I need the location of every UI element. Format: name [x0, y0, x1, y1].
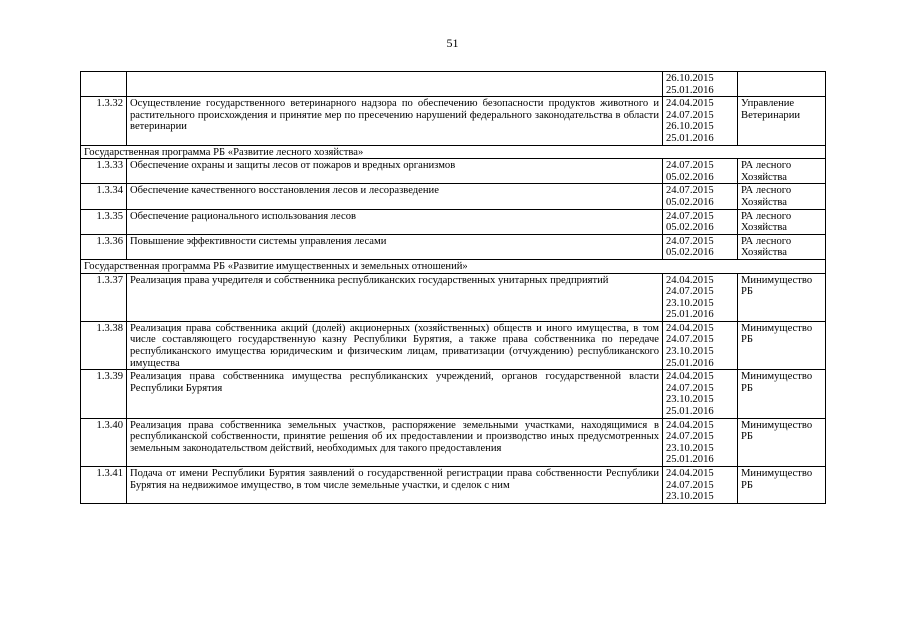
- item-dates: [663, 321, 738, 369]
- date-value: 24.07.2015: [666, 185, 714, 197]
- item-responsible: РА лесного Хозяйства: [738, 209, 826, 234]
- item-responsible: Минимущество РБ: [738, 467, 826, 504]
- item-description: Обеспечение рационального использования лесов: [127, 209, 663, 234]
- date-value: 23.10.2015: [666, 491, 714, 503]
- table-row: [81, 273, 826, 321]
- date-value: 26.10.2015: [666, 73, 714, 84]
- item-dates: [663, 184, 738, 209]
- item-description: Осуществление государственного ветеринарного надзора по обеспечению безопасности продуктов животного и растительного происхождения и принятие мер по пресечению нарушений федерального законодательства в области ветеринарии: [127, 97, 663, 145]
- date-value: 25.01.2016: [666, 406, 714, 418]
- table-row: [81, 234, 826, 259]
- item-dates: [663, 273, 738, 321]
- date-value: 24.07.2015: [666, 286, 714, 298]
- table-row: [81, 209, 826, 234]
- table-row: [81, 72, 826, 97]
- item-dates: [663, 370, 738, 418]
- table-row: [81, 467, 826, 504]
- item-description: [127, 72, 663, 97]
- date-value: 24.07.2015: [666, 382, 714, 394]
- item-number: 1.3.41: [81, 467, 127, 504]
- date-value: 24.07.2015: [666, 109, 714, 121]
- table-row: [81, 370, 826, 418]
- item-dates: [663, 209, 738, 234]
- item-dates: [663, 159, 738, 184]
- date-value: 24.04.2015: [666, 371, 714, 383]
- item-dates: [663, 467, 738, 504]
- date-value: 24.04.2015: [666, 98, 714, 110]
- section-title: Государственная программа РБ «Развитие лесного хозяйства»: [81, 145, 826, 159]
- date-value: 25.01.2016: [666, 84, 714, 96]
- item-description: Повышение эффективности системы управления лесами: [127, 234, 663, 259]
- item-number: 1.3.38: [81, 321, 127, 369]
- date-value: 25.01.2016: [666, 132, 714, 144]
- item-description: Реализация права собственника имущества республиканских учреждений, органов государственной власти Республики Бурятия: [127, 370, 663, 418]
- item-dates: [663, 97, 738, 145]
- date-value: 24.07.2015: [666, 431, 714, 443]
- date-value: 05.02.2016: [666, 171, 714, 183]
- item-dates: [663, 72, 738, 97]
- item-responsible: Минимущество РБ: [738, 418, 826, 466]
- date-value: 24.04.2015: [666, 419, 714, 431]
- date-value: 05.02.2016: [666, 247, 714, 259]
- date-value: 23.10.2015: [666, 297, 714, 309]
- date-value: 05.02.2016: [666, 222, 714, 234]
- date-value: 05.02.2016: [666, 196, 714, 208]
- item-description: Реализация права учредителя и собственника республиканских государственных унитарных предприятий: [127, 273, 663, 321]
- date-value: 23.10.2015: [666, 346, 714, 358]
- date-value: 24.07.2015: [666, 334, 714, 346]
- page-number: 51: [446, 36, 459, 50]
- table-row: [81, 184, 826, 209]
- item-responsible: Минимущество РБ: [738, 321, 826, 369]
- item-dates: [663, 234, 738, 259]
- date-value: 25.01.2016: [666, 357, 714, 369]
- item-description: Реализация права собственника земельных участков, распоряжение земельными участками, находящимися в республиканской собственности, принятие решения об их предоставлении и производство иных предусмотренных земельным законодательством действий, необходимых для такого предоставления: [127, 418, 663, 466]
- item-responsible: РА лесного Хозяйства: [738, 234, 826, 259]
- item-responsible: РА лесного Хозяйства: [738, 184, 826, 209]
- date-value: 24.04.2015: [666, 468, 714, 479]
- date-value: 25.01.2016: [666, 309, 714, 321]
- item-number: 1.3.35: [81, 209, 127, 234]
- date-value: 24.07.2015: [666, 210, 714, 222]
- item-dates: [663, 418, 738, 466]
- item-number: 1.3.33: [81, 159, 127, 184]
- item-description: Реализация права собственника акций (долей) акционерных (хозяйственных) обществ и иного имущества, в том числе составляющего государственную казну Республики Бурятия, а также права собственника по передаче республиканского имущества юридическим и физическим лицам, приватизации (отчуждению) республиканского имущества: [127, 321, 663, 369]
- item-description: Подача от имени Республики Бурятия заявлений о государственной регистрации права собственности Республики Бурятия на недвижимое имущество, в том числе земельные участки, и сделок с ним: [127, 467, 663, 504]
- date-value: 23.10.2015: [666, 442, 714, 454]
- item-description: Обеспечение охраны и защиты лесов от пожаров и вредных организмов: [127, 159, 663, 184]
- date-value: 25.01.2016: [666, 454, 714, 466]
- date-value: 24.07.2015: [666, 160, 714, 172]
- item-responsible: РА лесного Хозяйства: [738, 159, 826, 184]
- item-number: 1.3.39: [81, 370, 127, 418]
- date-value: 24.07.2015: [666, 479, 714, 491]
- date-value: 24.04.2015: [666, 322, 714, 334]
- item-responsible: Управление Ветеринарии: [738, 97, 826, 145]
- date-value: 26.10.2015: [666, 121, 714, 133]
- item-responsible: Минимущество РБ: [738, 370, 826, 418]
- section-row: [81, 145, 826, 159]
- item-number: [81, 72, 127, 97]
- table-row: [81, 97, 826, 145]
- item-number: 1.3.34: [81, 184, 127, 209]
- table-row: [81, 418, 826, 466]
- item-number: 1.3.40: [81, 418, 127, 466]
- date-value: 23.10.2015: [666, 394, 714, 406]
- date-value: 24.04.2015: [666, 274, 714, 286]
- table-row: [81, 321, 826, 369]
- table-body: [81, 72, 826, 504]
- item-responsible: Минимущество РБ: [738, 273, 826, 321]
- section-title: Государственная программа РБ «Развитие имущественных и земельных отношений»: [81, 259, 826, 273]
- table-row: [81, 159, 826, 184]
- date-value: 24.07.2015: [666, 235, 714, 247]
- item-number: 1.3.37: [81, 273, 127, 321]
- item-number: 1.3.36: [81, 234, 127, 259]
- item-number: 1.3.32: [81, 97, 127, 145]
- item-responsible: [738, 72, 826, 97]
- section-row: [81, 259, 826, 273]
- item-description: Обеспечение качественного восстановления лесов и лесоразведение: [127, 184, 663, 209]
- plan-table: [80, 71, 826, 504]
